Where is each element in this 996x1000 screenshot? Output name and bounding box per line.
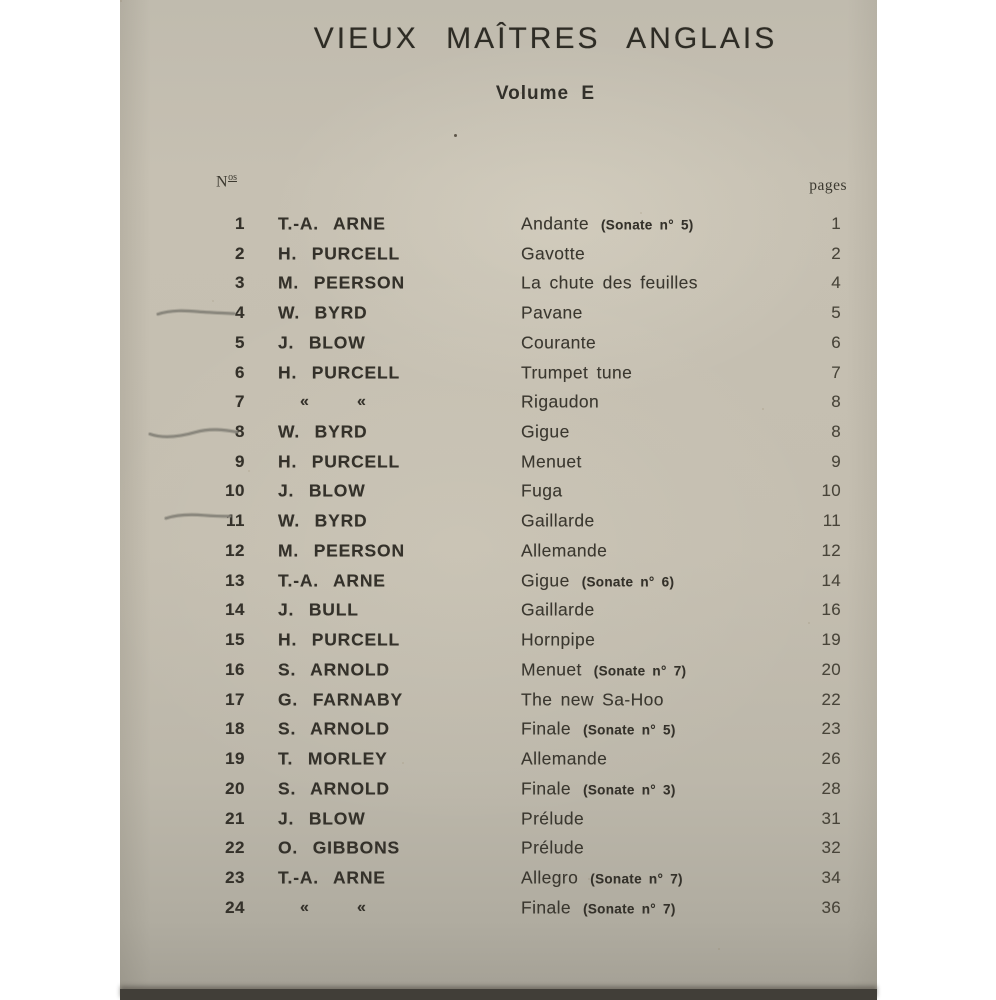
page-number: 4 <box>831 273 841 293</box>
toc-row <box>120 417 877 447</box>
piece-title-text: Rigaudon <box>521 391 600 412</box>
piece-title-text: Menuet <box>521 451 582 472</box>
page-number: 10 <box>821 481 841 501</box>
piece-title <box>521 630 595 651</box>
volume-label: Volume E <box>495 83 596 104</box>
row-number: 7 <box>235 392 245 412</box>
page-number: 36 <box>821 897 841 917</box>
piece-title <box>521 273 698 294</box>
composer-name: T.-A. ARNE <box>278 570 386 591</box>
piece-title-text: Gaillarde <box>521 599 595 620</box>
toc-row <box>120 298 877 328</box>
row-number: 11 <box>226 511 245 531</box>
scan-dark-edge <box>120 989 877 1000</box>
row-number: 22 <box>225 838 245 858</box>
page-number: 20 <box>821 659 841 679</box>
page-number: 11 <box>822 511 841 531</box>
row-number: 21 <box>225 808 245 828</box>
sonata-annotation: (Sonate n° 5) <box>601 217 694 233</box>
row-number: 18 <box>225 719 245 739</box>
piece-title <box>521 600 595 621</box>
row-number: 24 <box>225 897 245 917</box>
toc-row <box>120 625 877 655</box>
row-number: 17 <box>225 689 245 709</box>
piece-title-text: Allemande <box>521 540 608 561</box>
piece-title <box>521 392 599 413</box>
toc-row <box>120 744 877 774</box>
toc-row <box>120 536 877 566</box>
piece-title <box>521 540 607 561</box>
piece-title <box>521 868 683 889</box>
piece-title <box>521 422 570 443</box>
piece-title <box>521 511 595 532</box>
composer-name: H. PURCELL <box>278 451 400 472</box>
piece-title-text: Trumpet tune <box>521 362 633 383</box>
paper-fibers <box>120 0 122 2</box>
row-number: 5 <box>235 332 245 352</box>
toc-row <box>120 714 877 744</box>
piece-title-text: Prélude <box>521 837 585 858</box>
composer-name: W. BYRD <box>278 510 368 531</box>
row-number: 8 <box>235 422 245 441</box>
column-header-pages: pages <box>809 177 847 194</box>
toc-row <box>120 358 877 388</box>
toc-row <box>120 566 877 596</box>
composer-name: T.-A. ARNE <box>278 867 386 888</box>
column-header-numbers <box>216 172 237 191</box>
sonata-annotation: (Sonate n° 7) <box>583 901 676 917</box>
paper-speck <box>454 134 457 137</box>
page-title: VIEUX MAÎTRES ANGLAIS <box>313 22 778 55</box>
sonata-annotation: (Sonate n° 7) <box>590 871 683 887</box>
composer-name: W. BYRD <box>278 421 368 442</box>
piece-title <box>521 897 676 918</box>
piece-title <box>521 362 632 383</box>
ditto-marks: « « <box>300 393 367 411</box>
toc-row <box>120 239 877 269</box>
row-number: 6 <box>235 362 245 382</box>
toc-row <box>120 328 877 358</box>
piece-title-text: Gigue <box>521 570 570 591</box>
sonata-annotation: (Sonate n° 7) <box>593 663 687 679</box>
piece-title-text: Gigue <box>521 421 570 442</box>
row-number: 2 <box>235 243 245 263</box>
piece-title <box>521 659 686 680</box>
toc-row <box>120 506 877 536</box>
piece-title <box>521 689 664 710</box>
toc-row <box>120 209 877 239</box>
composer-name: S. ARNOLD <box>278 659 390 680</box>
row-number: 14 <box>225 600 245 620</box>
page-number: 16 <box>821 600 841 620</box>
piece-title <box>521 481 563 502</box>
page-number: 23 <box>821 719 841 739</box>
page-number: 8 <box>831 422 841 441</box>
row-number: 23 <box>225 868 245 888</box>
row-number: 16 <box>225 659 245 679</box>
piece-title-text: Andante <box>521 213 589 234</box>
piece-title-text: Finale <box>521 897 572 918</box>
piece-title <box>521 749 607 770</box>
piece-title-text: Gavotte <box>521 243 586 264</box>
composer-name: H. PURCELL <box>278 629 400 650</box>
piece-title <box>521 303 583 324</box>
composer-name: H. PURCELL <box>278 243 400 264</box>
toc-row <box>120 863 877 893</box>
page-number: 7 <box>831 362 841 382</box>
toc-row <box>120 655 877 685</box>
piece-title-text: Gaillarde <box>521 510 595 531</box>
scanned-page-photo <box>120 0 877 1000</box>
composer-name: O. GIBBONS <box>278 837 401 858</box>
row-number: 10 <box>225 481 245 501</box>
piece-title <box>521 719 676 740</box>
piece-title <box>521 838 584 859</box>
page-number: 5 <box>831 303 841 323</box>
row-number: 12 <box>225 540 245 560</box>
composer-name: W. BYRD <box>278 302 368 323</box>
piece-title-text: Finale <box>521 718 572 739</box>
page-number: 34 <box>821 868 841 888</box>
page-number: 2 <box>831 243 841 263</box>
row-number: 20 <box>225 778 245 798</box>
composer-name: H. PURCELL <box>278 362 400 383</box>
toc-row <box>120 685 877 715</box>
sonata-annotation: (Sonate n° 6) <box>581 574 675 590</box>
piece-title-text: Hornpipe <box>521 629 596 650</box>
piece-title-text: Pavane <box>521 302 583 323</box>
page-number: 32 <box>821 838 841 858</box>
composer-name: S. ARNOLD <box>278 778 390 799</box>
numbers-header-sup: os <box>228 172 237 183</box>
composer-name: M. PEERSON <box>278 540 405 561</box>
piece-title-text: Courante <box>521 332 597 353</box>
row-number: 3 <box>235 273 245 293</box>
piece-title-text: Allegro <box>521 867 579 888</box>
piece-title <box>521 243 585 264</box>
toc-row <box>120 447 877 477</box>
composer-name: T.-A. ARNE <box>278 213 386 234</box>
sonata-annotation: (Sonate n° 3) <box>583 782 676 798</box>
row-number: 13 <box>225 570 245 590</box>
composer-name: J. BLOW <box>278 332 366 353</box>
page-number: 26 <box>821 749 841 769</box>
composer-name: M. PEERSON <box>278 272 405 293</box>
toc-row <box>120 833 877 863</box>
contents-table <box>120 209 877 923</box>
page-number: 19 <box>821 630 841 650</box>
row-number: 9 <box>235 451 245 471</box>
piece-title-text: Prélude <box>521 808 585 829</box>
piece-title-text: Fuga <box>521 480 563 501</box>
toc-row <box>120 893 877 923</box>
piece-title <box>521 778 676 799</box>
page-number: 8 <box>831 392 841 412</box>
row-number: 15 <box>225 630 245 650</box>
piece-title-text: The new Sa-Hoo <box>521 689 664 710</box>
ditto-marks: « « <box>300 898 367 916</box>
page-number: 31 <box>821 808 841 828</box>
row-number: 1 <box>235 213 245 233</box>
page-number: 12 <box>821 540 841 560</box>
sonata-annotation: (Sonate n° 5) <box>583 722 676 738</box>
toc-row <box>120 387 877 417</box>
composer-name: J. BLOW <box>278 808 366 829</box>
composer-name: T. MORLEY <box>278 748 388 769</box>
toc-row <box>120 774 877 804</box>
row-number: 19 <box>225 749 245 769</box>
toc-row <box>120 268 877 298</box>
piece-title-text: Menuet <box>521 659 582 680</box>
page-number: 1 <box>831 213 841 233</box>
toc-row <box>120 477 877 507</box>
piece-title <box>521 451 582 472</box>
row-number: 4 <box>235 303 245 323</box>
piece-title <box>521 808 584 829</box>
piece-title <box>521 332 596 353</box>
toc-row <box>120 804 877 834</box>
toc-row <box>120 596 877 626</box>
composer-name: S. ARNOLD <box>278 718 390 739</box>
piece-title-text: Finale <box>521 778 572 799</box>
piece-title-text: La chute des feuilles <box>521 272 698 293</box>
piece-title <box>521 213 694 234</box>
piece-title-text: Allemande <box>521 748 608 769</box>
piece-title <box>521 570 674 591</box>
composer-name: J. BULL <box>278 599 359 620</box>
composer-name: J. BLOW <box>278 480 366 501</box>
page-number: 22 <box>821 689 841 709</box>
page-number: 28 <box>821 778 841 798</box>
composer-name: G. FARNABY <box>278 689 403 710</box>
page-number: 6 <box>831 332 841 352</box>
page-number: 14 <box>821 570 841 590</box>
numbers-header-base: N <box>216 173 229 191</box>
page-number: 9 <box>831 451 841 471</box>
